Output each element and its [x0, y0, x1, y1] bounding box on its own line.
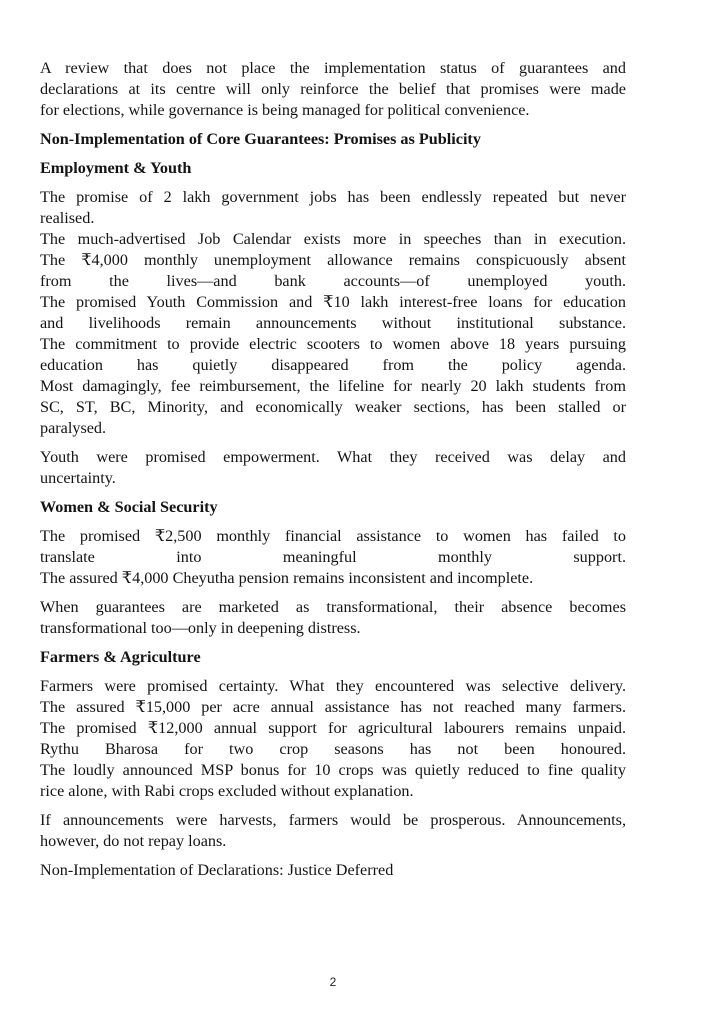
employment-line: The ₹4,000 monthly unemployment allowance remains conspicuously absent: [40, 251, 626, 269]
women-closing: transformational too—only in deepening distress.: [40, 619, 361, 637]
employment-closing: uncertainty.: [40, 469, 116, 487]
employment-heading: Employment & Youth: [40, 159, 192, 177]
page-number: 2: [329, 975, 337, 989]
intro-line: A review that does not place the implementation status of guarantees and: [40, 59, 626, 77]
women-heading: Women & Social Security: [40, 498, 218, 516]
employment-line: paralysed.: [40, 419, 107, 437]
employment-line: The promised Youth Commission and ₹10 lakh interest-free loans for education: [40, 293, 626, 311]
farmers-line: The promised ₹12,000 annual support for agricultural labourers remains unpaid.: [40, 719, 626, 737]
employment-line: education has quietly disappeared from the policy agenda.: [40, 356, 626, 374]
employment-line: realised.: [40, 209, 95, 227]
women-line: translate into meaningful monthly support.: [40, 548, 626, 566]
farmers-line: Farmers were promised certainty. What they encountered was selective delivery.: [40, 677, 626, 695]
women-line: The assured ₹4,000 Cheyutha pension remains inconsistent and incomplete.: [40, 569, 534, 587]
employment-line: SC, ST, BC, Minority, and economically weaker sections, has been stalled or: [40, 398, 626, 416]
employment-closing: Youth were promised empowerment. What they received was delay and: [40, 448, 626, 466]
employment-line: The commitment to provide electric scooters to women above 18 years pursuing: [40, 335, 626, 353]
employment-line: The much-advertised Job Calendar exists more in speeches than in execution.: [40, 230, 626, 248]
employment-line: The promise of 2 lakh government jobs has been endlessly repeated but never: [40, 188, 626, 206]
women-line: The promised ₹2,500 monthly financial assistance to women has failed to: [40, 527, 626, 545]
farmers-closing: however, do not repay loans.: [40, 832, 227, 850]
farmers-line: rice alone, with Rabi crops excluded without explanation.: [40, 782, 414, 800]
farmers-line: The assured ₹15,000 per acre annual assistance has not reached many farmers.: [40, 698, 626, 716]
document-page: [40, 58, 626, 881]
farmers-closing: If announcements were harvests, farmers would be prosperous. Announcements,: [40, 811, 626, 829]
employment-line: Most damagingly, fee reimbursement, the lifeline for nearly 20 lakh students from: [40, 377, 626, 395]
employment-line: from the lives—and bank accounts—of unemployed youth.: [40, 272, 626, 290]
women-closing: When guarantees are marketed as transformational, their absence becomes: [40, 598, 626, 616]
main-heading: Non-Implementation of Core Guarantees: Promises as Publicity: [40, 130, 481, 148]
farmers-line: The loudly announced MSP bonus for 10 crops was quietly reduced to fine quality: [40, 761, 626, 779]
employment-line: and livelihoods remain announcements without institutional substance.: [40, 314, 626, 332]
declarations-heading: Non-Implementation of Declarations: Justice Deferred: [40, 861, 394, 879]
farmers-line: Rythu Bharosa for two crop seasons has not been honoured.: [40, 740, 626, 758]
intro-line: for elections, while governance is being managed for political convenience.: [40, 101, 530, 119]
farmers-heading: Farmers & Agriculture: [40, 648, 201, 666]
intro-line: declarations at its centre will only reinforce the belief that promises were made: [40, 80, 626, 98]
